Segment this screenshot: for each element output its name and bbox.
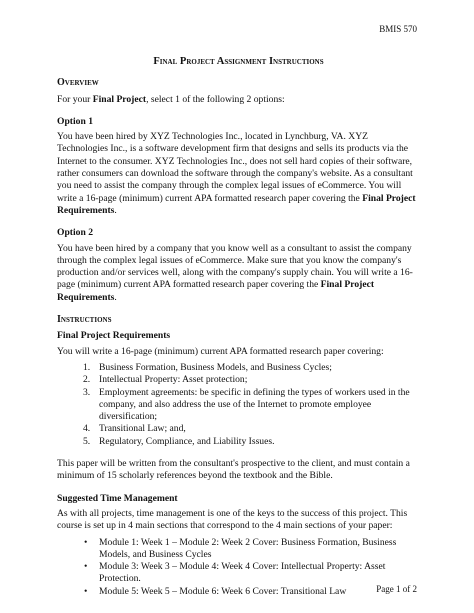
document-body (57, 56, 420, 608)
bullet-icon: • (84, 561, 88, 573)
list-item-number: 2. (83, 374, 91, 386)
list-item-text: Module 3: Week 3 – Module 4: Week 4 Cover: Intellectual Property: Asset Protection. (99, 561, 386, 585)
module-list (57, 537, 420, 598)
page-number: Page 1 of 2 (376, 584, 417, 594)
time-management-text: As with all projects, time management is one of the keys to the success of this project. This course is set up in 4 main sections that correspond to the 4 main sections of your paper: (57, 507, 408, 532)
time-management-heading: Suggested Time Management (57, 492, 178, 504)
bullet-icon: • (84, 536, 88, 548)
list-item-text: Module 5: Week 5 – Module 6: Week 6 Cover: Transitional Law (99, 585, 347, 597)
course-code: BMIS 570 (379, 24, 417, 34)
option2-bold: Final Project Requirements (57, 279, 375, 303)
list-item-text: Employment agreements: be specific in defining the types of workers used in the company, and also address the use of the Internet to promote employee diversification; (99, 386, 410, 423)
option1-text (57, 131, 420, 217)
list-item-number: 3. (83, 386, 91, 398)
list-item (57, 436, 420, 448)
list-item-number: 4. (83, 423, 91, 435)
overview-intro (57, 94, 420, 106)
option2-body: You have been hired by a company that you know well as a consultant to assist the company through the complex legal issues of eCommerce. Make sure that you know the company's production and/or services well, along with the company's supply chain. You will write a 16-page (minimum) current APA formatted research paper covering the (57, 242, 413, 291)
requirements-heading: Final Project Requirements (57, 330, 171, 342)
requirements-list (57, 362, 420, 448)
instructions-heading: Instructions (57, 314, 112, 326)
list-item (57, 387, 420, 424)
option2-end: . (114, 291, 117, 303)
list-item (57, 561, 420, 586)
overview-heading: Overview (57, 77, 99, 89)
list-item-text: Business Formation, Business Models, and Business Cycles; (99, 361, 332, 373)
requirements-intro: You will write a 16-page (minimum) current APA formatted research paper covering: (57, 345, 384, 357)
overview-intro-post: , select 1 of the following 2 options: (146, 93, 285, 105)
list-item (57, 374, 420, 386)
list-item-text: Regulatory, Compliance, and Liability Issues. (99, 435, 275, 447)
list-item (57, 537, 420, 562)
overview-intro-bold: Final Project (92, 93, 147, 105)
option2-heading: Option 2 (57, 227, 93, 239)
list-item-number: 1. (83, 361, 91, 373)
list-item (57, 586, 420, 598)
option1-end: . (114, 204, 117, 216)
page-title: Final Project Assignment Instructions (153, 56, 324, 67)
list-item (57, 423, 420, 435)
list-item (57, 362, 420, 374)
option1-heading: Option 1 (57, 115, 93, 127)
option1-bold: Final Project Requirements (57, 192, 416, 216)
list-item-text: Intellectual Property: Asset protection; (99, 374, 248, 386)
list-item-text: Module 1: Week 1 – Module 2: Week 2 Cover: Business Formation, Business Models, and Business Cycles (99, 536, 397, 560)
overview-intro-pre: For your (57, 93, 93, 105)
requirements-closing: This paper will be written from the consultant's prospective to the client, and must contain a minimum of 15 scholarly references beyond the textbook and the Bible. (57, 458, 410, 482)
list-item-number: 5. (83, 435, 91, 447)
list-item-text: Transitional Law; and, (99, 423, 186, 435)
option2-text (57, 243, 420, 304)
bullet-icon: • (84, 585, 88, 597)
option1-body: You have been hired by XYZ Technologies Inc., located in Lynchburg, VA. XYZ Technologies Inc., is a software development firm that designs and sells its products via the Internet to the consumer. XYZ Technologies Inc., does not sell hard copies of their software, rather consumers can download the software through the company's website. As a consultant you need to assist the company through the complex legal issues of eCommerce. You will write a 16-page (minimum) current APA formatted research paper covering the (57, 131, 413, 204)
